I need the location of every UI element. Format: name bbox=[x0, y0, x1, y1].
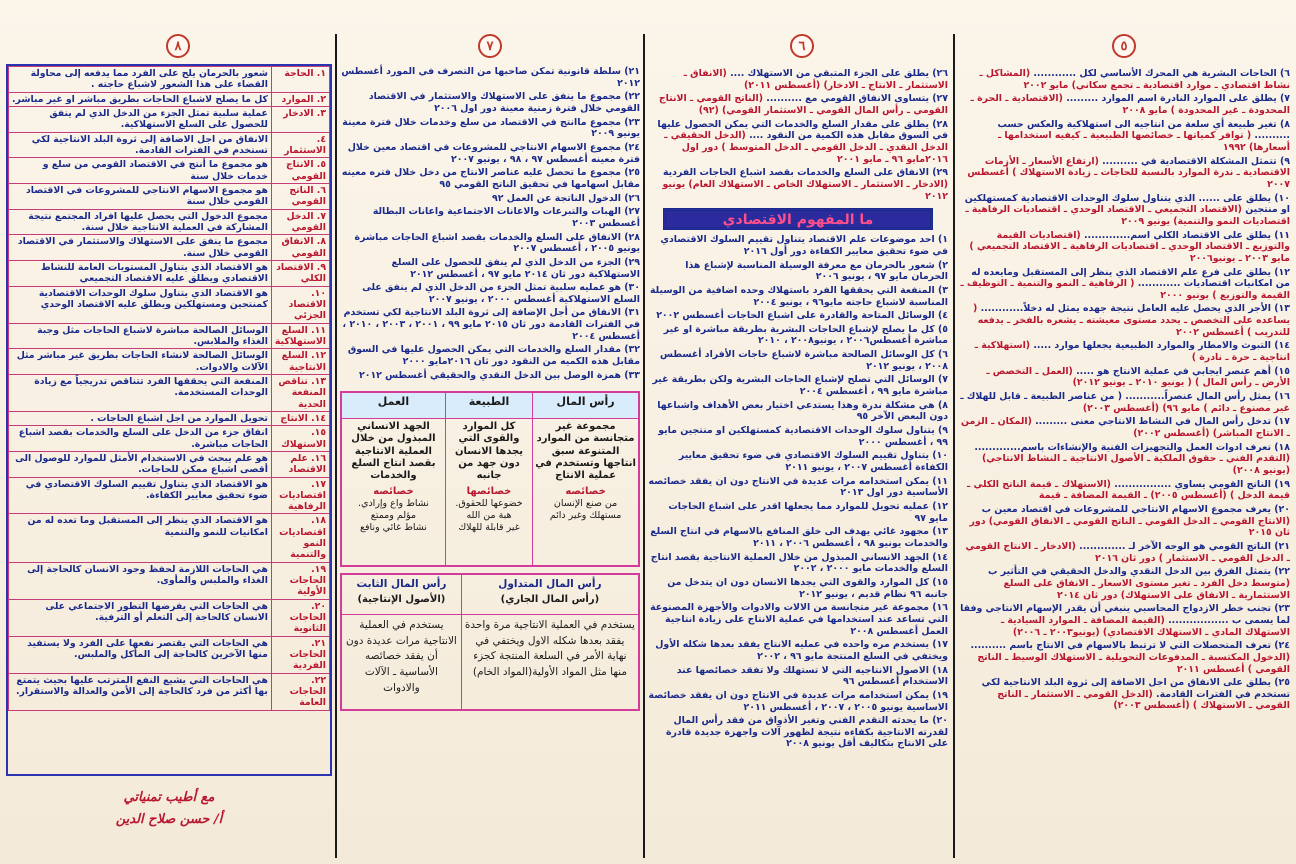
table-row bbox=[9, 260, 330, 286]
exam-dates: مايو٩٦ ، يونيو ٢٠٠٤ bbox=[753, 296, 843, 308]
question-text: ٩) تتمثل المشكلة الاقتصادية في .......... bbox=[1102, 155, 1290, 167]
definition-text: مجموعة غير متجانسة من الموارد المتنوعة سبق انتاجها وتستخدم في عملية الانتاج bbox=[535, 420, 636, 482]
table-cell bbox=[533, 418, 639, 566]
answer-options: (الادخار ـ الاستثمار ـ الاستهلاك الخاص ـ الاستهلاك العام) يونيو ٢٠١٢ bbox=[662, 178, 948, 202]
table-row bbox=[9, 235, 330, 261]
list-item bbox=[960, 230, 1290, 265]
list-item bbox=[648, 577, 948, 600]
question-text: ٦) الحاجات البشرية هي المحرك الأساسي لكل ............ bbox=[1033, 68, 1290, 79]
list-item bbox=[960, 442, 1290, 477]
feature-item: هبة من الله bbox=[466, 510, 512, 522]
question-text: ٢١) الناتج القومي هو الوجه الآخر لـ ............. bbox=[1079, 540, 1290, 552]
answer-options: (العمل ـ التخصص ـ الأرض ـ رأس المال ) ( يونيو ٢٠١٠ ـ يونيو ٢٠١٢) bbox=[986, 365, 1290, 389]
answer-options: (التقدم الفني ـ حقوق الملكية ـ الأصول الانتاجية ـ النشاط الانتاجي) (يونيو ٢٠٠٨) bbox=[981, 453, 1290, 476]
exam-dates: أغسطس ٢٠٠٨ bbox=[850, 625, 919, 637]
table-row bbox=[9, 599, 330, 636]
list-item bbox=[340, 232, 640, 255]
term-cell: ١٦. علم الاقتصاد bbox=[271, 451, 329, 477]
question-text: ٢٦) يطلق على الجزء المتبقي من الاستهلاك .... bbox=[730, 68, 948, 79]
term-cell: ٩. الاقتصاد الكلي bbox=[271, 260, 329, 286]
list-item bbox=[648, 310, 948, 322]
question-text: ١٧) يستخدم مره واحده في عمليه الانتاج يفقد بعدها شكله الأول ويختفي في السلع المنتجة bbox=[655, 639, 948, 662]
exam-dates: دور اول ٢٠٠٦ bbox=[434, 102, 497, 114]
table-row bbox=[9, 158, 330, 184]
features-title: خصائصه bbox=[565, 485, 606, 497]
question-text: ١٤) التبوث والامطار والموارد الطبيعية يجعلها موارد ..... bbox=[1033, 340, 1290, 352]
table-row bbox=[9, 323, 330, 349]
question-text: ١١) يطلق على الاقتصاد الكلي اسم............. bbox=[1083, 229, 1290, 241]
exam-dates: أغسطس ٢٠٠٧ ، يونيو ٢٠١١ bbox=[785, 462, 912, 474]
answer-options: (الادخار ـ الانتاج القومي ـ الدخل القومي ـ الاستثمار ) دور ثان ٢٠١٦ bbox=[965, 540, 1290, 564]
list-item bbox=[648, 119, 948, 166]
page-number-5: ٥ bbox=[1112, 34, 1136, 58]
exam-dates: يونيو ٢٠٠٥ ، ٢٠٠٧ ، أغسطس ٢٠١١ bbox=[743, 701, 904, 713]
question-text: ٢٥) مجموع ما تحصل عليه عناصر الانتاج من دخل خلال فتره معينه مقابل اسهامها في تحقيق الناتج القومي bbox=[341, 167, 640, 190]
question-text: ٨) تغير طبيعة أي سلعة من انتاجيه الى استهلاكية والعكس حسب .......... bbox=[997, 118, 1290, 142]
list-item bbox=[960, 366, 1290, 389]
table-header-capital: رأس المال bbox=[533, 392, 639, 418]
question-text: ٢٨) يطلق على مقدار السلع والخدمات التي يمكن الحصول عليها في السوق مقابل هذه الكمية من النقود .... bbox=[657, 118, 948, 142]
table-cell: يستخدم في العملية الانتاجية مرات عديدة دون أن يفقد خصائصه الأساسية ـ الآلات والادوات bbox=[341, 614, 461, 710]
definition-cell: شعور بالحرمان يلح على الفرد مما يدفعه إلى محاولة القضاء على هذا الشعور لاشباع حاجته . bbox=[9, 67, 272, 93]
list-item bbox=[340, 66, 640, 89]
production-factors-table bbox=[340, 391, 640, 567]
list-item bbox=[960, 541, 1290, 564]
definition-cell: عملية سلبية تمثل الجزء من الدخل الذي لم ينفق للحصول على السلع الاستهلاكية. bbox=[9, 106, 272, 132]
definition-cell: هي الحاجات اللازمة لحفظ وجود الانسان كالحاجة إلى الغذاء والملبس والمأوى. bbox=[9, 562, 272, 599]
term-cell: ٢٠. الحاجات الثانوية bbox=[271, 599, 329, 636]
question-text: ٢٧) يتساوى الانفاق القومي مع .......... bbox=[766, 93, 948, 105]
exam-dates: أغسطس ٢٠٠٢ bbox=[656, 310, 724, 322]
list-item bbox=[648, 715, 948, 750]
question-text: ٩) يتناول سلوك الوحدات الاقتصادية كمستهلكين او منتجين bbox=[680, 425, 948, 437]
list-item bbox=[960, 603, 1290, 638]
list-item bbox=[960, 303, 1290, 338]
exam-dates: مايو ٩٦ ، ٢٠٠٢ bbox=[757, 650, 824, 662]
exam-dates: ٩٢ bbox=[492, 192, 504, 204]
table-row bbox=[9, 514, 330, 562]
list-item bbox=[648, 400, 948, 423]
term-cell: ١١. السلع الاستهلاكية bbox=[271, 323, 329, 349]
term-cell: ٣. الادخار bbox=[271, 106, 329, 132]
question-text: ٧) الوسائل التي تصلح لإشباع الحاجات البشرية ولكن بطريقة غير مباشرة bbox=[652, 374, 948, 398]
table-row bbox=[9, 67, 330, 93]
table-header-nature: الطبيعة bbox=[445, 392, 532, 418]
definition-cell: تحويل الموارد من اجل اشباع الحاجات . bbox=[9, 411, 272, 425]
exam-dates: دور ثان ٢٠١٦مايو ٢٠٠٠ bbox=[402, 356, 509, 368]
definition-cell: الوسائل الصالحة لانشاء الحاجات بطريق غير مباشر مثل الآلات والادوات. bbox=[9, 349, 272, 375]
term-cell: ١٥. الاستهلاك bbox=[271, 426, 329, 452]
exam-dates: أغسطس ٢٠٠٨ ، يونيو ٢٠١٢ bbox=[659, 349, 948, 372]
answer-options: (متوسط دخل الفرد ـ تغير مستوى الاسعار ـ الانفاق على السلع الاستثمارية ـ الانفاق على الاستهلاك) دور ثان ٢٠١٤ bbox=[1003, 577, 1290, 601]
definition-text: كل الموارد والقوى التي يجدها الانسان دون جهد من جانبه bbox=[455, 420, 524, 482]
list-item bbox=[648, 374, 948, 397]
list-item bbox=[960, 340, 1290, 363]
exam-dates: يونيو ٩٨ ، أغسطس ٢٠٠٦ ، ٢٠١١ bbox=[753, 537, 902, 549]
column-8-glossary bbox=[6, 28, 332, 858]
question-text: ١٤) الجهد الانساني المبذول من خلال العملية الانتاجية بقصد انتاج السلع والخدمات bbox=[650, 551, 948, 575]
list-item bbox=[340, 142, 640, 165]
list-item bbox=[340, 206, 640, 229]
answer-options: (القيمة المضافة ـ الموارد السيادية ـ الاستهلاك المادي ـ الاستهلاك الاقتصادي) (يونيو٢٠٠٣ ـ ٢٠٠٦) bbox=[1000, 614, 1290, 638]
term-cell: ٤. الاستثمار bbox=[271, 132, 329, 158]
answer-options: (استهلاكية ـ انتاجية ـ حرة ـ نادرة ) bbox=[974, 340, 1290, 364]
question-text: ١٦) يمثل رأس المال عنصراً........... ( من عناصر الطبيعة ـ قابل للهلاك ـ bbox=[960, 391, 1290, 403]
answer-options: (الاقتصاد التجميعي ـ الاقتصاد الوحدي ـ اقتصاديات الرفاهية ـ اقتصاديات النمو والتنمية) يونيو ٢٠٠٩ bbox=[965, 204, 1290, 227]
exam-dates: أغسطس ٢٠١٢ bbox=[341, 66, 640, 89]
question-text: ١٢) يطلق على فرع علم الاقتصاد الذي ينظر إلى المستقبل ومايعده له من امكانيات اقتصاديات ............ bbox=[971, 266, 1290, 290]
list-item bbox=[960, 504, 1290, 539]
question-text: ١٣) الأجر الذي يحصل عليه العامل نتيجة جهده يمثل له دخلاً............ bbox=[980, 303, 1290, 315]
question-text: ١٨) تعرف ادوات العمل والتجهيزات الفنية والإنشاءات باسم............. bbox=[974, 441, 1290, 453]
table-row bbox=[9, 92, 330, 106]
table-header-labor: العمل bbox=[341, 392, 445, 418]
list-item bbox=[960, 416, 1290, 439]
exam-dates: دور ثان ٢٠١٥ مايو ٩٩ ، ٢٠٠١ ، ٢٠٠٣ ، ٢٠١٠ ، أغسطس ٢٠٠٤ bbox=[342, 319, 640, 342]
definition-cell: هي الحاجات التي يشيع النفع المترتب عليها بحيث يتمتع بها أكثر من فرد كالحاجة إلى الأمن والعدالة والاستقرار. bbox=[9, 673, 272, 710]
exam-dates: ٩٦ نظام قديم ، يونيو ٢٠١٢ bbox=[799, 588, 922, 600]
term-cell: ٧. الدخل القومي bbox=[271, 209, 329, 235]
term-cell: ٢. الموارد bbox=[271, 92, 329, 106]
question-text: ١٠) يطلق على ...... الذي يتناول سلوك الوحدات الاقتصادية كمستهلكين او منتجين bbox=[964, 192, 1290, 216]
answer-options: (الانفاق ـ الاستثمار ـ الانتاج ـ الادخار) (أغسطس ٢٠١١) bbox=[683, 68, 948, 91]
section-header-economic-concept: ما المفهوم الاقتصادي bbox=[663, 208, 933, 230]
column-divider bbox=[643, 34, 645, 858]
exam-dates: أغسطس٢٠٠٦ ، يونيو٢٠٠٨ ، ٢٠١٠ bbox=[757, 335, 911, 347]
feature-item: مؤلم وممتع bbox=[370, 510, 417, 522]
answer-options: ( توافر كمياتها ـ خصائصها الطبيعية ـ كيفيه استخدامها ـ أسعارها) ١٩٩٢ bbox=[997, 130, 1290, 153]
table-header-fixed-capital: رأس المال الثابت (الأصول الإنتاجية) bbox=[341, 574, 461, 614]
exam-dates: يونيو ٢٠٠٨ bbox=[786, 738, 835, 750]
list-item bbox=[648, 665, 948, 688]
exam-dates: دور أول ٢٠١٦ bbox=[743, 245, 807, 257]
table-row bbox=[9, 349, 330, 375]
term-cell: ١٩. الحاجات الأولية bbox=[271, 562, 329, 599]
list-item bbox=[648, 285, 948, 308]
definition-cell: مجموع الدخول التي يحصل عليها افراد المجتمع نتيجة المشاركة في العملية الانتاجية خلال سنة. bbox=[9, 209, 272, 235]
answer-options: (الدخول المكتسبة ـ المدفوعات التحويلية ـ الاستهلاك الوسيط ـ الناتج القومي ) أغسطس ٢٠١١ bbox=[977, 651, 1290, 675]
exam-dates: ٩٥ bbox=[439, 178, 451, 190]
definition-cell: هي الحاجات التي يقتصر نفعها على الفرد ولا يستفيد منها الآخرين كالحاجة إلى المأكل والملبس. bbox=[9, 636, 272, 673]
list-item bbox=[960, 677, 1290, 712]
question-text: ١٧) تدخل رأس المال في النشاط الانتاجي معنى ......... bbox=[1035, 416, 1290, 428]
question-text: ٢٠) يعرف مجموع الاسهام الانتاجي للمشروعات في اقتصاد معين ب bbox=[981, 503, 1290, 515]
term-cell: ١٨. اقتصاديات النمو والتنمية bbox=[271, 514, 329, 562]
answer-options: (الاستهلاك ـ قيمة الناتج الكلي ـ قيمة الدخل ) (أغسطس ٢٠٠٥) ـ القيمة المضافة ـ قيمة bbox=[967, 478, 1290, 502]
glossary-frame bbox=[6, 64, 332, 776]
table-cell: يستخدم في العملية الانتاجية مرة واحدة يفقد بعدها شكله الاول ويختفي في نهاية الأمر في السلعة المنتجة كجزء منها مثل المواد الأولية(المواد الخام) bbox=[461, 614, 639, 710]
feature-item: نشاط واع وإرادي. bbox=[358, 498, 429, 510]
exam-dates: مايو ٩٧ bbox=[914, 512, 948, 524]
exam-dates: مايو ٩٧ ، يونيو ٢٠٠٦ bbox=[815, 271, 909, 283]
question-text: ٨) هي مشكلة ندرة وهذا يستدعي اختيار بعض الأهداف واشباعها دون البعض الآخر bbox=[657, 399, 948, 423]
question-text: ١٨) الاصول الانتاجيه التي لا تستهلك ولا تفقد خصائصها عند الاستخدام bbox=[676, 664, 948, 688]
question-text: ٣٢) مقدار السلع والخدمات التي يمكن الحصول عليها في السوق مقابل هذه الكميه من النقود bbox=[347, 344, 640, 368]
question-text: ٢٤) تعرف المتحصلات التي لا ترتبط بالاسهام في الانتاج باسم .......... bbox=[970, 640, 1290, 652]
column-7 bbox=[340, 28, 640, 858]
list-item bbox=[960, 119, 1290, 154]
table-row bbox=[9, 451, 330, 477]
table-row bbox=[9, 106, 330, 132]
question-text: ١٥) كل الموارد والقوى التي يجدها الانسان دون ان يتدخل من جانبه bbox=[667, 576, 948, 600]
feature-item: غير قابلة للهلاك bbox=[458, 521, 520, 533]
answer-options: ( الرفاهية ـ النمو والتنمية ـ التوظيف ـ القيمة والتوزيع ) يونيو ٢٠٠٠ bbox=[960, 278, 1290, 301]
question-text: ٣٠) هو عمليه سلبية تمثل الجزء من الدخل الذي لم ينفق على السلع الاستهلاكية bbox=[362, 282, 640, 305]
question-text: ١٦) مجموعة غير متجانسة من الالات والادوات والأجهزة المصنوعة التي تساعد عند استخدامها في عملية الانتاج على زيادة انتاجية العمل bbox=[650, 602, 948, 637]
question-text: ٢٩) الجزء من الدخل الذي لم ينفق للحصول على السلع الاستهلاكية bbox=[391, 256, 640, 280]
table-row bbox=[9, 183, 330, 209]
question-text: ٢٢) يتمثل الفرق بين الدخل النقدي والدخل الحقيقي في التأثير ب bbox=[988, 566, 1290, 578]
list-item bbox=[648, 450, 948, 473]
list-item bbox=[960, 479, 1290, 502]
feature-item: خضوعها للحقوق. bbox=[455, 498, 523, 510]
list-item bbox=[960, 267, 1290, 302]
answer-options: (الانتاج القومي ـ الدخل القومي ـ الناتج القومي ـ الانفاق القومي) دور ثان ٢٠١٥ bbox=[969, 515, 1290, 539]
author-signature: أ/ حسن صلاح الدين bbox=[115, 812, 223, 828]
exam-dates: دور ثان ٢٠١٤ مايو ٩٧ ، أغسطس ٢٠١٢ bbox=[410, 268, 586, 280]
list-item bbox=[648, 260, 948, 283]
list-item bbox=[960, 93, 1290, 116]
answer-options: (ارتفاع الأسعار ـ الأزمات الاقتصادية ـ ندرة الموارد بالنسبة للحاجات ـ زيادة الاستهلاك ) أغسطس ٢٠٠٧ bbox=[967, 155, 1290, 190]
definition-cell: الانفاق من اجل الاضافة إلى ثروة البلد الانتاجية لكي تستخدم في الفترات القادمة. bbox=[9, 132, 272, 158]
question-text: ٢٣) مجموع ماانتج في الاقتصاد من سلع وخدمات خلال فترة معينة bbox=[342, 116, 640, 128]
list-item bbox=[648, 234, 948, 257]
list-item bbox=[648, 93, 948, 116]
question-text: ٢٢) مجموع ما ينفق على الاستهلاك والاستثمار في الاقتصاد القومي خلال فترة زمنية معينة bbox=[368, 91, 640, 114]
list-item bbox=[648, 324, 948, 347]
list-item bbox=[648, 552, 948, 575]
list-item bbox=[960, 68, 1290, 91]
term-cell: ١. الحاجة bbox=[271, 67, 329, 93]
table-row bbox=[9, 477, 330, 514]
exam-dates: أغسطس ٩٦ bbox=[842, 676, 900, 688]
feature-item: مستهلك وغير دائم bbox=[549, 510, 622, 522]
table-header-circulating-capital: رأس المال المتداول (رأس المال الجاري) bbox=[461, 574, 639, 614]
features-title: خصائصها bbox=[466, 485, 512, 497]
column-divider bbox=[335, 34, 337, 858]
list-item bbox=[340, 370, 640, 382]
list-item bbox=[648, 690, 948, 713]
column-6 bbox=[648, 28, 948, 858]
question-text: ٢١) سلطة قانونية تمكن صاحبها من التصرف في المورد bbox=[386, 66, 640, 77]
list-item bbox=[340, 257, 640, 280]
exam-dates: مايو ٢٠٠٠ ، ٢٠٠٢ bbox=[793, 563, 872, 575]
exam-dates: ٩٥ bbox=[856, 411, 869, 423]
answer-options: (الدخل الحقيقي ـ الدخل النقدي ـ الدخل القومي ـ الدخل المتوسط ) دور اول ٢٠١٦مايو ٩٦ ـ مايو ٢٠٠١ bbox=[664, 130, 948, 165]
term-cell: ١٠. الاقتصاد الجزئي bbox=[271, 286, 329, 323]
list-item bbox=[648, 476, 948, 499]
exam-dates: أغسطس ٢٠٠٠ ، يونيو ٢٠٠٧ bbox=[428, 293, 556, 305]
list-item bbox=[340, 282, 640, 305]
question-text: ٢٨) الانفاق على السلع والخدمات بقصد اشباع الحاجات مباشرة bbox=[354, 231, 640, 243]
list-item bbox=[648, 425, 948, 448]
list-item bbox=[960, 156, 1290, 191]
question-text: ٣) المنفعة التي يحققها الفرد باستهلاك وحده اضافية من الوسيلة المناسبة لاشباع حاجته bbox=[650, 284, 948, 308]
exam-dates: أغسطس ٢٠٠٣ bbox=[572, 217, 640, 229]
question-text: ١٢) عمليه تحويل للموارد مما يجعلها اقدر على اشباع الحاجات bbox=[668, 501, 948, 512]
definition-cell: هي الحاجات التي يفرضها التطور الاجتماعي على الانسان كالحاجة إلى التعلم أو الترفية. bbox=[9, 599, 272, 636]
definition-cell: هو مجموع ما أنتج في الاقتصاد القومي من سلع و خدمات خلال سنة bbox=[9, 158, 272, 184]
question-text: ٤) الوسائل المتاحة والقادرة على اشباع الحاجات bbox=[727, 310, 948, 322]
question-text: ١٩) يمكن استخدامه مرات عديدة في الانتاج دون ان يفقد خصائصة الاساسية bbox=[648, 689, 948, 713]
question-text: ٢٦) الدخول الناتجة عن العمل bbox=[506, 192, 640, 204]
question-text: ٥) كل ما يصلح لإشباع الحاجات البشرية بطريقة مباشرة او غير مباشرة bbox=[663, 323, 948, 347]
term-cell: ١٤. الانتاج bbox=[271, 411, 329, 425]
list-item bbox=[340, 117, 640, 140]
list-item bbox=[340, 91, 640, 114]
list-item bbox=[648, 602, 948, 637]
answer-options: غير مصنوع ـ دائم ) مايو ٩٦) (أغسطس ٢٠٠٣) bbox=[1082, 402, 1290, 414]
answer-options: ( يساعده على التخصص ـ يحدد مستوى معيشته ـ يشعره بالفخر ـ يدفعه للتدريب ) أغسطس ٢٠٠٢ bbox=[973, 303, 1290, 338]
table-row bbox=[9, 673, 330, 710]
table-row bbox=[9, 132, 330, 158]
definition-cell: هو علم يبحث في الاستخدام الأمثل للموارد للوصول الى أقصى اشباع ممكن للحاجات. bbox=[9, 451, 272, 477]
term-cell: ٥. الانتاج القومي bbox=[271, 158, 329, 184]
list-item bbox=[648, 526, 948, 549]
exam-dates: أغسطس ٢٠١٢ bbox=[359, 369, 427, 381]
list-item bbox=[960, 640, 1290, 675]
definition-cell: المنفعة التي يحققها الفرد تتناقص تدريجياً مع زيادة الوحدات المستخدمة. bbox=[9, 374, 272, 411]
definition-text: الجهد الانساني المبذول من خلال العملية الانتاجية بقصد انتاج السلع والخدمات bbox=[351, 420, 436, 482]
term-cell: ١٢. السلع الانتاجية bbox=[271, 349, 329, 375]
answer-options: (الدخل القومي ـ الاستثمار ـ الناتج القومي ـ الاستهلاك ) (أغسطس ٢٠٠٣) bbox=[997, 688, 1290, 712]
list-item bbox=[960, 193, 1290, 228]
list-item bbox=[340, 167, 640, 190]
question-text: ١٥) أهم عنصر ايجابي في عملية الانتاج هو ..... bbox=[1076, 365, 1290, 377]
term-cell: ١٧. اقتصاديات الرفاهية bbox=[271, 477, 329, 514]
closing-wishes: مع أطيب تمنياتي bbox=[123, 790, 215, 805]
exam-dates: مايو ٩٩ ، أغسطس ٢٠٠٠ bbox=[658, 425, 948, 448]
term-cell: ١٣. تناقص المنفعة الحدية bbox=[271, 374, 329, 411]
answer-options: (المكان ـ الزمن ـ الانتاج المباشر) (أغسطس ٢٠٠٢) bbox=[961, 416, 1290, 440]
question-text: ٢٩) الانفاق على السلع والخدمات بقصد اشباع الحاجات الفردية bbox=[662, 167, 948, 179]
term-cell: ٢٢. الحاجات العامة bbox=[271, 673, 329, 710]
exam-dates: يونيو ٢٠٠٥ ، أغسطس ٢٠٠٧ bbox=[513, 243, 640, 255]
exam-dates: مايو ٩٩ ، أغسطس ٢٠٠٤ bbox=[799, 386, 911, 398]
answer-options: (المشاكل ـ نشاط اقتصادي ـ موارد اقتصادية ـ تجمع سكاني) مايو ٢٠٠٢ bbox=[979, 68, 1290, 91]
answer-options: (الاقتصادية ـ الحرة ـ المحدودة ـ غير المحدودة ) مايو ٢٠٠٨ bbox=[970, 93, 1290, 116]
column-divider bbox=[953, 34, 955, 858]
feature-item: نشاط غائي ونافع bbox=[359, 521, 427, 533]
question-text: ٣٣) همزة الوصل بين الدخل النقدي والحقيقي bbox=[429, 369, 640, 381]
table-cell bbox=[341, 418, 445, 566]
list-item bbox=[648, 167, 948, 202]
question-text: ١٣) مجهود غائي يهدف الى خلق المنافع بالاسهام في انتاج السلع والخدمات bbox=[650, 526, 948, 549]
exam-dates: يونيو ٢٠٠٩ bbox=[591, 128, 640, 140]
glossary-table bbox=[8, 66, 330, 711]
definition-cell: هو الاقتصاد الذي ينظر إلى المستقبل وما تعده له من امكانيات للنمو والتنمية bbox=[9, 514, 272, 562]
exam-dates: أغسطس ٩٧ ، ٩٨ ، يونيو ٢٠٠٧ bbox=[451, 153, 588, 165]
definition-cell: هو الاقتصاد الذي يتناول سلوك الوحدات الاقتصادية كمنتجين ومستهلكين ويطلق عليه الاقتصاد الوحدي bbox=[9, 286, 272, 323]
definition-cell: هو الاقتصاد الذي يتناول تقييم السلوك الاقتصادي في ضوء تحقيق معايير الكفاءة. bbox=[9, 477, 272, 514]
table-row bbox=[9, 411, 330, 425]
term-cell: ٨. الانفاق القومي bbox=[271, 235, 329, 261]
list-item bbox=[648, 349, 948, 372]
list-item bbox=[340, 193, 640, 205]
table-cell bbox=[445, 418, 532, 566]
term-cell: ٢١. الحاجات الفردية bbox=[271, 636, 329, 673]
definition-cell: مجموع ما ينفق على الاستهلاك والاستثمار في الاقتصاد القومي خلال سنة. bbox=[9, 235, 272, 261]
production-factors-table-wrap bbox=[340, 391, 640, 711]
table-row bbox=[9, 562, 330, 599]
list-item bbox=[960, 391, 1290, 414]
list-item bbox=[648, 68, 948, 91]
list-item bbox=[960, 566, 1290, 601]
answer-options: (الناتج القومي ـ الانتاج القومي ـ رأس المال القومي ـ الاستثمار القومي) (٩٢) bbox=[658, 93, 948, 116]
table-row bbox=[9, 374, 330, 411]
page-number-7: ٧ bbox=[478, 34, 502, 58]
question-text: ٢٧) الهبات والتبرعات والاعانات الاجتماعية واعانات البطالة bbox=[372, 206, 640, 218]
question-text: ٣١) الانفاق من أجل الإضافة إلى ثروة البلد الانتاجية لكي تستخدم في الفترات القادمة bbox=[343, 307, 640, 331]
term-cell: ٦. الناتج القومي bbox=[271, 183, 329, 209]
question-text: ٢٠) ما يحدثه التقدم الفني وتغير الأذواق من فقد رأس المال لقدرته الانتاجية بكفاءه نتيجة لظهور آلات واجهزة جديدة قادرة على الانتاج بتكاليف أقل bbox=[665, 715, 948, 750]
table-row bbox=[9, 286, 330, 323]
definition-cell: الوسائل الصالحة مباشرة لاشباع الحاجات مثل وجبة الغذاء والملابس. bbox=[9, 323, 272, 349]
table-row bbox=[9, 426, 330, 452]
list-item bbox=[648, 639, 948, 662]
question-text: ١) احد موضوعات علم الاقتصاد يتناول تقييم السلوك الاقتصادي في ضوء تحقيق معايير الكفاءة bbox=[660, 234, 948, 257]
list-item bbox=[340, 344, 640, 367]
exam-dates: دور اول ٢٠١٣ bbox=[840, 487, 904, 499]
page-number-6: ٦ bbox=[790, 34, 814, 58]
definition-cell: انفاق جزء من الدخل على السلع والخدمات بقصد اشباع الحاجات مباشرة. bbox=[9, 426, 272, 452]
list-item bbox=[340, 307, 640, 342]
question-text: ٢٤) مجموع الاسهام الانتاجي للمشروعات في اقتصاد معين خلال فترة معينه bbox=[347, 141, 640, 165]
column-5-mcq bbox=[960, 28, 1290, 858]
question-text: ٢٥) يطلق على الانفاق من اجل الاضافة إلى ثروة البلد الانتاجية لكي تستخدم في الفترات القادمة. bbox=[981, 677, 1290, 700]
definition-cell: هو الاقتصاد الذي يتناول المستويات العامة للنشاط الاقتصادي ويطلق عليه الاقتصاد التجميعي bbox=[9, 260, 272, 286]
answer-options: (اقتصاديات القيمة والتوزيع ـ الاقتصاد الوحدي ـ اقتصاديات الرفاهية ـ الاقتصاد التجميعي ) مايو ٢٠٠٣ ـ يونيو٢٠٠٦ bbox=[969, 229, 1290, 264]
question-text: ١١) يمكن استخدامه مرات عديدة في الانتاج دون ان يفقد خصائصه الأساسية bbox=[648, 475, 948, 499]
table-row bbox=[9, 209, 330, 235]
definition-cell: هو مجموع الاسهام الانتاجي للمشروعات في الاقتصاد القومي خلال سنة bbox=[9, 183, 272, 209]
list-item bbox=[648, 501, 948, 524]
capital-types-table bbox=[340, 573, 640, 711]
feature-item: من صنع الإنسان bbox=[553, 498, 618, 510]
question-text: ١٠) يتناول تقييم السلوك الاقتصادي في ضوء تحقيق معايير الكفاءة bbox=[678, 450, 948, 474]
question-text: ٢) شعور بالحرمان مع معرفة الوسيلة المناسبة لإشباع هذا الحرمان bbox=[685, 259, 948, 283]
question-text: ٢٣) تجنب خطر الازدواج المحاسبي ينبغي أن يقدر الإسهام الانتاجي وفقا لما يسمى ب ................. bbox=[960, 603, 1290, 626]
question-text: ١٩) الناتج القومي يساوي ................ bbox=[1114, 478, 1290, 490]
question-text: ٧) يطلق على الموارد النادرة اسم الموارد ......... bbox=[1066, 93, 1290, 105]
table-row bbox=[9, 636, 330, 673]
page-number-8: ٨ bbox=[166, 34, 190, 58]
question-text: ٦) كل الوسائل الصالحة مباشرة لاشباع حاجات الأفراد bbox=[704, 349, 948, 361]
features-title: خصائصه bbox=[373, 485, 414, 497]
definition-cell: كل ما يصلح لاشباع الحاجات بطريق مباشر او غير مباشر. bbox=[9, 92, 272, 106]
